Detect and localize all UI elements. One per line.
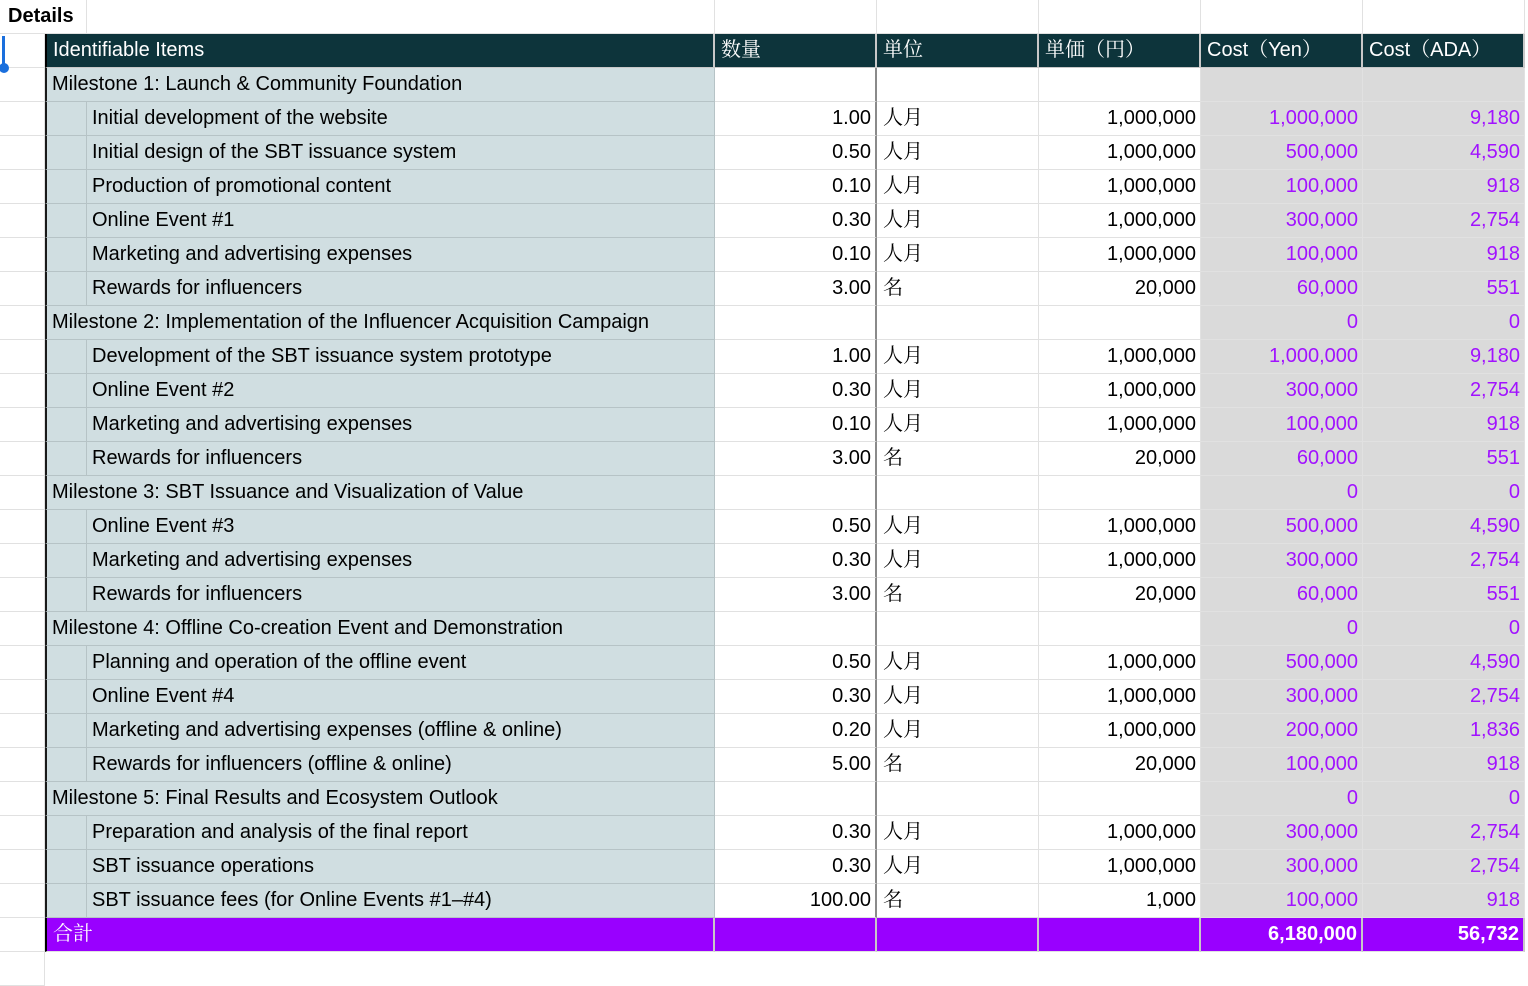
milestone-label[interactable]: Milestone 4: Offline Co-creation Event and Demonstration bbox=[45, 612, 715, 646]
unit-cell[interactable]: 人月 bbox=[877, 510, 1039, 544]
row-gutter[interactable] bbox=[0, 442, 45, 476]
milestone-label[interactable]: Milestone 2: Implementation of the Influencer Acquisition Campaign bbox=[45, 306, 715, 340]
unit-cell[interactable]: 名 bbox=[877, 442, 1039, 476]
indent-cell[interactable] bbox=[45, 578, 87, 612]
cost-yen-cell[interactable]: 300,000 bbox=[1201, 204, 1363, 238]
qty-cell[interactable] bbox=[715, 476, 877, 510]
header-unit-price[interactable]: 単価（円） bbox=[1039, 34, 1201, 68]
total-cost-ada[interactable]: 56,732 bbox=[1363, 918, 1525, 952]
qty-cell[interactable]: 3.00 bbox=[715, 272, 877, 306]
total-empty[interactable] bbox=[877, 918, 1039, 952]
row-gutter[interactable] bbox=[0, 238, 45, 272]
unit-cell[interactable]: 人月 bbox=[877, 408, 1039, 442]
qty-cell[interactable]: 0.10 bbox=[715, 238, 877, 272]
qty-cell[interactable] bbox=[715, 612, 877, 646]
empty-cell[interactable] bbox=[1201, 0, 1363, 34]
indent-cell[interactable] bbox=[45, 680, 87, 714]
cost-yen-cell[interactable]: 60,000 bbox=[1201, 578, 1363, 612]
row-gutter[interactable] bbox=[0, 578, 45, 612]
unit-cell[interactable]: 人月 bbox=[877, 544, 1039, 578]
cost-ada-cell[interactable]: 9,180 bbox=[1363, 102, 1525, 136]
qty-cell[interactable]: 1.00 bbox=[715, 340, 877, 374]
unit-cell[interactable]: 人月 bbox=[877, 238, 1039, 272]
item-label[interactable]: Marketing and advertising expenses bbox=[87, 408, 715, 442]
qty-cell[interactable] bbox=[715, 68, 877, 102]
indent-cell[interactable] bbox=[45, 510, 87, 544]
row-gutter[interactable] bbox=[0, 748, 45, 782]
cost-yen-cell[interactable]: 300,000 bbox=[1201, 374, 1363, 408]
row-gutter[interactable] bbox=[0, 510, 45, 544]
unit-price-cell[interactable]: 1,000,000 bbox=[1039, 510, 1201, 544]
qty-cell[interactable]: 0.10 bbox=[715, 170, 877, 204]
row-gutter[interactable] bbox=[0, 408, 45, 442]
unit-price-cell[interactable] bbox=[1039, 306, 1201, 340]
unit-price-cell[interactable]: 1,000,000 bbox=[1039, 408, 1201, 442]
unit-price-cell[interactable]: 1,000,000 bbox=[1039, 850, 1201, 884]
row-gutter[interactable] bbox=[0, 680, 45, 714]
unit-price-cell[interactable]: 1,000,000 bbox=[1039, 374, 1201, 408]
cost-yen-cell[interactable]: 100,000 bbox=[1201, 170, 1363, 204]
cost-ada-cell[interactable]: 918 bbox=[1363, 748, 1525, 782]
item-label[interactable]: Online Event #3 bbox=[87, 510, 715, 544]
unit-cell[interactable]: 人月 bbox=[877, 646, 1039, 680]
item-label[interactable]: Marketing and advertising expenses bbox=[87, 544, 715, 578]
header-unit[interactable]: 単位 bbox=[877, 34, 1039, 68]
indent-cell[interactable] bbox=[45, 646, 87, 680]
unit-price-cell[interactable]: 1,000,000 bbox=[1039, 102, 1201, 136]
total-label[interactable]: 合計 bbox=[45, 918, 715, 952]
unit-cell[interactable]: 名 bbox=[877, 748, 1039, 782]
cost-yen-cell[interactable]: 500,000 bbox=[1201, 136, 1363, 170]
row-gutter[interactable] bbox=[0, 714, 45, 748]
milestone-label[interactable]: Milestone 5: Final Results and Ecosystem Outlook bbox=[45, 782, 715, 816]
indent-cell[interactable] bbox=[45, 748, 87, 782]
unit-cell[interactable]: 人月 bbox=[877, 136, 1039, 170]
row-gutter[interactable] bbox=[0, 952, 45, 986]
unit-price-cell[interactable]: 1,000,000 bbox=[1039, 544, 1201, 578]
cost-ada-cell[interactable]: 918 bbox=[1363, 170, 1525, 204]
unit-cell[interactable]: 人月 bbox=[877, 102, 1039, 136]
cost-yen-cell[interactable]: 300,000 bbox=[1201, 850, 1363, 884]
unit-price-cell[interactable]: 1,000,000 bbox=[1039, 170, 1201, 204]
cost-yen-cell[interactable]: 300,000 bbox=[1201, 544, 1363, 578]
cost-yen-cell[interactable]: 60,000 bbox=[1201, 272, 1363, 306]
milestone-label[interactable]: Milestone 3: SBT Issuance and Visualization of Value bbox=[45, 476, 715, 510]
indent-cell[interactable] bbox=[45, 136, 87, 170]
item-label[interactable]: Rewards for influencers (offline & online) bbox=[87, 748, 715, 782]
row-gutter[interactable] bbox=[0, 816, 45, 850]
unit-price-cell[interactable]: 1,000,000 bbox=[1039, 340, 1201, 374]
unit-cell[interactable]: 名 bbox=[877, 578, 1039, 612]
row-gutter[interactable] bbox=[0, 850, 45, 884]
cost-ada-cell[interactable]: 918 bbox=[1363, 884, 1525, 918]
cost-ada-cell[interactable]: 9,180 bbox=[1363, 340, 1525, 374]
cost-yen-cell[interactable]: 500,000 bbox=[1201, 510, 1363, 544]
item-label[interactable]: Rewards for influencers bbox=[87, 442, 715, 476]
indent-cell[interactable] bbox=[45, 850, 87, 884]
cost-ada-cell[interactable]: 2,754 bbox=[1363, 850, 1525, 884]
indent-cell[interactable] bbox=[45, 374, 87, 408]
unit-cell[interactable] bbox=[877, 306, 1039, 340]
qty-cell[interactable]: 0.50 bbox=[715, 646, 877, 680]
indent-cell[interactable] bbox=[45, 238, 87, 272]
unit-price-cell[interactable]: 20,000 bbox=[1039, 748, 1201, 782]
unit-cell[interactable]: 名 bbox=[877, 272, 1039, 306]
empty-cell[interactable] bbox=[1039, 0, 1201, 34]
qty-cell[interactable]: 0.20 bbox=[715, 714, 877, 748]
qty-cell[interactable]: 0.30 bbox=[715, 374, 877, 408]
row-gutter[interactable] bbox=[0, 136, 45, 170]
unit-price-cell[interactable] bbox=[1039, 476, 1201, 510]
row-gutter[interactable] bbox=[0, 476, 45, 510]
cost-yen-cell[interactable]: 1,000,000 bbox=[1201, 102, 1363, 136]
item-label[interactable]: Online Event #4 bbox=[87, 680, 715, 714]
total-empty[interactable] bbox=[1039, 918, 1201, 952]
qty-cell[interactable] bbox=[715, 306, 877, 340]
unit-price-cell[interactable]: 1,000 bbox=[1039, 884, 1201, 918]
cost-ada-cell[interactable]: 918 bbox=[1363, 238, 1525, 272]
row-gutter[interactable] bbox=[0, 918, 45, 952]
cost-ada-cell[interactable] bbox=[1363, 68, 1525, 102]
unit-price-cell[interactable] bbox=[1039, 612, 1201, 646]
cost-ada-cell[interactable]: 0 bbox=[1363, 782, 1525, 816]
qty-cell[interactable]: 0.50 bbox=[715, 510, 877, 544]
item-label[interactable]: Rewards for influencers bbox=[87, 272, 715, 306]
item-label[interactable]: Production of promotional content bbox=[87, 170, 715, 204]
item-label[interactable]: SBT issuance fees (for Online Events #1–#4) bbox=[87, 884, 715, 918]
cost-ada-cell[interactable]: 551 bbox=[1363, 578, 1525, 612]
unit-cell[interactable]: 人月 bbox=[877, 374, 1039, 408]
qty-cell[interactable]: 0.30 bbox=[715, 816, 877, 850]
cost-yen-cell[interactable]: 0 bbox=[1201, 782, 1363, 816]
row-gutter[interactable] bbox=[0, 884, 45, 918]
qty-cell[interactable] bbox=[715, 782, 877, 816]
empty-cell[interactable] bbox=[87, 0, 715, 34]
cost-ada-cell[interactable]: 4,590 bbox=[1363, 136, 1525, 170]
header-qty[interactable]: 数量 bbox=[715, 34, 877, 68]
item-label[interactable]: Development of the SBT issuance system prototype bbox=[87, 340, 715, 374]
unit-cell[interactable] bbox=[877, 612, 1039, 646]
indent-cell[interactable] bbox=[45, 544, 87, 578]
cost-yen-cell[interactable]: 300,000 bbox=[1201, 816, 1363, 850]
item-label[interactable]: Online Event #1 bbox=[87, 204, 715, 238]
item-label[interactable]: Online Event #2 bbox=[87, 374, 715, 408]
item-label[interactable]: SBT issuance operations bbox=[87, 850, 715, 884]
indent-cell[interactable] bbox=[45, 102, 87, 136]
unit-cell[interactable]: 人月 bbox=[877, 850, 1039, 884]
cost-ada-cell[interactable]: 4,590 bbox=[1363, 510, 1525, 544]
row-gutter[interactable] bbox=[0, 68, 45, 102]
selection-handle[interactable] bbox=[2, 36, 5, 66]
item-label[interactable]: Initial design of the SBT issuance system bbox=[87, 136, 715, 170]
unit-price-cell[interactable]: 1,000,000 bbox=[1039, 646, 1201, 680]
cost-ada-cell[interactable]: 2,754 bbox=[1363, 544, 1525, 578]
unit-price-cell[interactable]: 20,000 bbox=[1039, 272, 1201, 306]
qty-cell[interactable]: 0.30 bbox=[715, 204, 877, 238]
qty-cell[interactable]: 1.00 bbox=[715, 102, 877, 136]
sheet-title[interactable]: Details bbox=[0, 0, 87, 34]
row-gutter[interactable] bbox=[0, 170, 45, 204]
cost-ada-cell[interactable]: 551 bbox=[1363, 272, 1525, 306]
cost-yen-cell[interactable]: 1,000,000 bbox=[1201, 340, 1363, 374]
qty-cell[interactable]: 0.50 bbox=[715, 136, 877, 170]
item-label[interactable]: Initial development of the website bbox=[87, 102, 715, 136]
indent-cell[interactable] bbox=[45, 408, 87, 442]
qty-cell[interactable]: 0.30 bbox=[715, 544, 877, 578]
milestone-label[interactable]: Milestone 1: Launch & Community Foundation bbox=[45, 68, 715, 102]
cost-ada-cell[interactable]: 0 bbox=[1363, 306, 1525, 340]
indent-cell[interactable] bbox=[45, 170, 87, 204]
row-gutter[interactable] bbox=[0, 544, 45, 578]
cost-yen-cell[interactable]: 60,000 bbox=[1201, 442, 1363, 476]
unit-price-cell[interactable]: 1,000,000 bbox=[1039, 136, 1201, 170]
qty-cell[interactable]: 3.00 bbox=[715, 442, 877, 476]
cost-ada-cell[interactable]: 551 bbox=[1363, 442, 1525, 476]
item-label[interactable]: Planning and operation of the offline event bbox=[87, 646, 715, 680]
cost-yen-cell[interactable]: 100,000 bbox=[1201, 238, 1363, 272]
cost-ada-cell[interactable]: 0 bbox=[1363, 612, 1525, 646]
row-gutter[interactable] bbox=[0, 782, 45, 816]
cost-yen-cell[interactable]: 200,000 bbox=[1201, 714, 1363, 748]
cost-ada-cell[interactable]: 2,754 bbox=[1363, 680, 1525, 714]
qty-cell[interactable]: 3.00 bbox=[715, 578, 877, 612]
total-cost-yen[interactable]: 6,180,000 bbox=[1201, 918, 1363, 952]
cost-ada-cell[interactable]: 918 bbox=[1363, 408, 1525, 442]
unit-price-cell[interactable] bbox=[1039, 68, 1201, 102]
item-label[interactable]: Rewards for influencers bbox=[87, 578, 715, 612]
indent-cell[interactable] bbox=[45, 340, 87, 374]
row-gutter[interactable] bbox=[0, 646, 45, 680]
unit-cell[interactable]: 人月 bbox=[877, 340, 1039, 374]
indent-cell[interactable] bbox=[45, 204, 87, 238]
row-gutter[interactable] bbox=[0, 204, 45, 238]
header-cost-ada[interactable]: Cost（ADA） bbox=[1363, 34, 1525, 68]
cost-yen-cell[interactable]: 0 bbox=[1201, 476, 1363, 510]
cost-yen-cell[interactable]: 300,000 bbox=[1201, 680, 1363, 714]
cost-yen-cell[interactable]: 100,000 bbox=[1201, 748, 1363, 782]
unit-price-cell[interactable]: 1,000,000 bbox=[1039, 816, 1201, 850]
indent-cell[interactable] bbox=[45, 884, 87, 918]
qty-cell[interactable]: 5.00 bbox=[715, 748, 877, 782]
unit-cell[interactable] bbox=[877, 782, 1039, 816]
unit-cell[interactable]: 人月 bbox=[877, 204, 1039, 238]
empty-cell[interactable] bbox=[715, 0, 877, 34]
cost-ada-cell[interactable]: 2,754 bbox=[1363, 816, 1525, 850]
unit-price-cell[interactable]: 1,000,000 bbox=[1039, 204, 1201, 238]
unit-cell[interactable] bbox=[877, 476, 1039, 510]
unit-cell[interactable]: 人月 bbox=[877, 714, 1039, 748]
row-gutter[interactable] bbox=[0, 340, 45, 374]
unit-cell[interactable]: 人月 bbox=[877, 816, 1039, 850]
cost-yen-cell[interactable]: 0 bbox=[1201, 612, 1363, 646]
unit-cell[interactable]: 人月 bbox=[877, 170, 1039, 204]
empty-cell[interactable] bbox=[877, 0, 1039, 34]
item-label[interactable]: Preparation and analysis of the final report bbox=[87, 816, 715, 850]
row-gutter[interactable] bbox=[0, 272, 45, 306]
cost-yen-cell[interactable]: 100,000 bbox=[1201, 884, 1363, 918]
cost-yen-cell[interactable]: 500,000 bbox=[1201, 646, 1363, 680]
header-items[interactable]: Identifiable Items bbox=[45, 34, 715, 68]
row-gutter[interactable] bbox=[0, 306, 45, 340]
unit-cell[interactable]: 名 bbox=[877, 884, 1039, 918]
cost-yen-cell[interactable] bbox=[1201, 68, 1363, 102]
unit-price-cell[interactable] bbox=[1039, 782, 1201, 816]
row-gutter[interactable] bbox=[0, 102, 45, 136]
cost-ada-cell[interactable]: 0 bbox=[1363, 476, 1525, 510]
unit-price-cell[interactable]: 1,000,000 bbox=[1039, 714, 1201, 748]
indent-cell[interactable] bbox=[45, 816, 87, 850]
item-label[interactable]: Marketing and advertising expenses (offline & online) bbox=[87, 714, 715, 748]
unit-price-cell[interactable]: 1,000,000 bbox=[1039, 238, 1201, 272]
item-label[interactable]: Marketing and advertising expenses bbox=[87, 238, 715, 272]
row-gutter[interactable] bbox=[0, 374, 45, 408]
cost-ada-cell[interactable]: 1,836 bbox=[1363, 714, 1525, 748]
cost-ada-cell[interactable]: 4,590 bbox=[1363, 646, 1525, 680]
unit-cell[interactable] bbox=[877, 68, 1039, 102]
cost-ada-cell[interactable]: 2,754 bbox=[1363, 204, 1525, 238]
qty-cell[interactable]: 0.10 bbox=[715, 408, 877, 442]
empty-cell[interactable] bbox=[1363, 0, 1525, 34]
unit-price-cell[interactable]: 20,000 bbox=[1039, 578, 1201, 612]
indent-cell[interactable] bbox=[45, 714, 87, 748]
indent-cell[interactable] bbox=[45, 442, 87, 476]
total-empty[interactable] bbox=[715, 918, 877, 952]
qty-cell[interactable]: 100.00 bbox=[715, 884, 877, 918]
qty-cell[interactable]: 0.30 bbox=[715, 850, 877, 884]
cost-yen-cell[interactable]: 0 bbox=[1201, 306, 1363, 340]
row-gutter[interactable] bbox=[0, 612, 45, 646]
cost-ada-cell[interactable]: 2,754 bbox=[1363, 374, 1525, 408]
unit-price-cell[interactable]: 1,000,000 bbox=[1039, 680, 1201, 714]
unit-price-cell[interactable]: 20,000 bbox=[1039, 442, 1201, 476]
header-cost-yen[interactable]: Cost（Yen） bbox=[1201, 34, 1363, 68]
unit-cell[interactable]: 人月 bbox=[877, 680, 1039, 714]
indent-cell[interactable] bbox=[45, 272, 87, 306]
qty-cell[interactable]: 0.30 bbox=[715, 680, 877, 714]
cost-yen-cell[interactable]: 100,000 bbox=[1201, 408, 1363, 442]
